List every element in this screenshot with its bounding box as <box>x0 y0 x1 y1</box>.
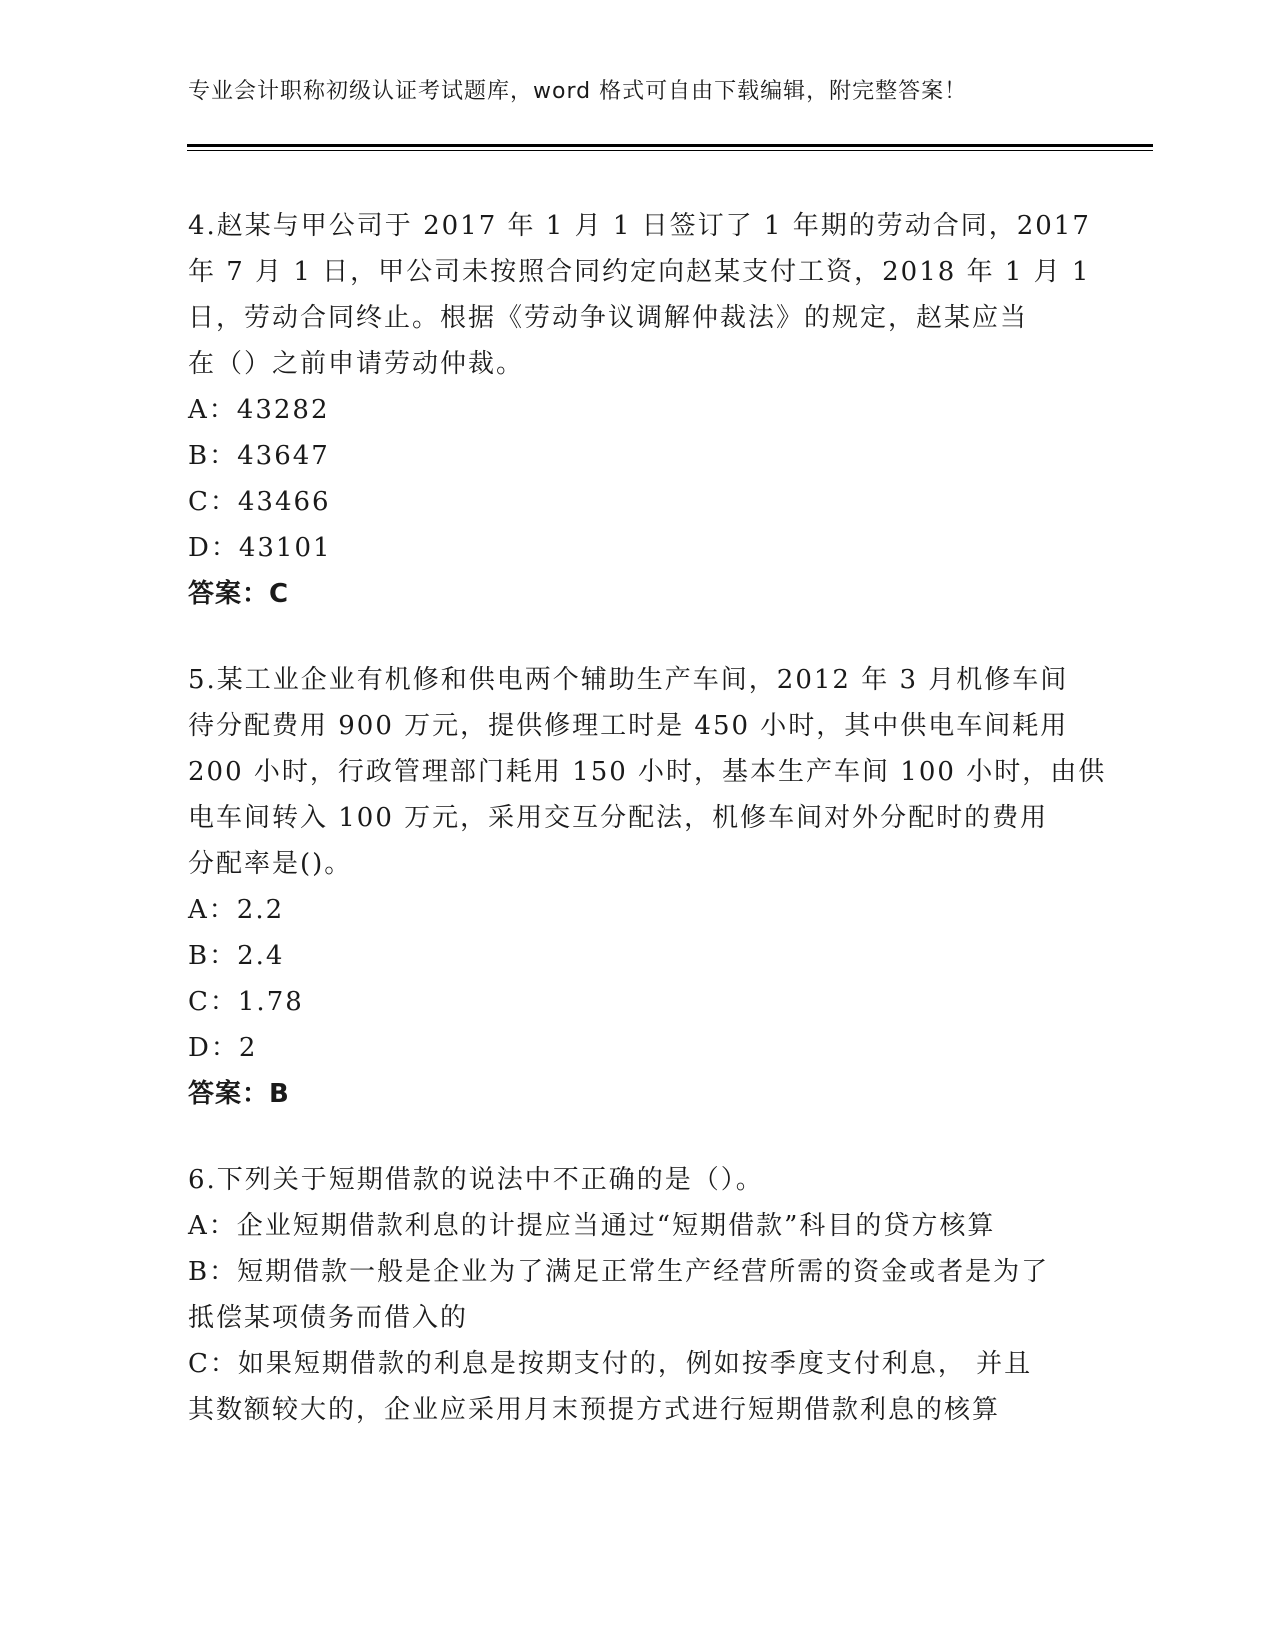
question-6-option-b: B：短期借款一般是企业为了满足正常生产经营所需的资金或者是为了 <box>188 1257 1050 1287</box>
question-5-option-a: A：2.2 <box>188 895 285 925</box>
question-5-line-2: 待分配费用 900 万元，提供修理工时是 450 小时，其中供电车间耗用 <box>188 711 1069 741</box>
question-4-option-d: D：43101 <box>188 533 332 563</box>
question-5-answer: 答案：B <box>188 1079 290 1109</box>
question-4-line-1: 4.赵某与甲公司于 2017 年 1 月 1 日签订了 1 年期的劳动合同，2017 <box>188 211 1091 241</box>
question-6-option-c: C：如果短期借款的利息是按期支付的，例如按季度支付利息， 并且 <box>188 1349 1033 1379</box>
question-5-option-d: D：2 <box>188 1033 258 1063</box>
question-5-option-c: C：1.78 <box>188 987 304 1017</box>
question-4-option-b: B：43647 <box>188 441 330 471</box>
question-5-line-5: 分配率是()。 <box>188 849 353 879</box>
question-6 <box>188 1157 1088 1433</box>
question-4-line-4: 在（）之前申请劳动仲裁。 <box>188 349 525 379</box>
question-6-line-1: 6.下列关于短期借款的说法中不正确的是（）。 <box>188 1165 764 1195</box>
question-4-answer: 答案：C <box>188 579 290 609</box>
header-rule-thin <box>187 150 1153 151</box>
question-4-option-a: A：43282 <box>188 395 330 425</box>
question-6-option-c-cont: 其数额较大的，企业应采用月末预提方式进行短期借款利息的核算 <box>188 1395 1001 1425</box>
question-5-line-4: 电车间转入 100 万元，采用交互分配法，机修车间对外分配时的费用 <box>188 803 1049 833</box>
header-rule-thick <box>187 144 1153 147</box>
question-4-option-c: C：43466 <box>188 487 331 517</box>
question-5-line-1: 5.某工业企业有机修和供电两个辅助生产车间，2012 年 3 月机修车间 <box>188 665 1069 695</box>
question-6-option-b-cont: 抵偿某项债务而借入的 <box>188 1303 469 1333</box>
question-4-line-2: 年 7 月 1 日，甲公司未按照合同约定向赵某支付工资，2018 年 1 月 1 <box>188 257 1091 287</box>
question-5-option-b: B：2.4 <box>188 941 285 971</box>
question-5-line-3: 200 小时，行政管理部门耗用 150 小时，基本生产车间 100 小时，由供 <box>188 757 1107 787</box>
question-5 <box>188 657 1107 1117</box>
question-6-option-a: A：企业短期借款利息的计提应当通过“短期借款”科目的贷方核算 <box>188 1211 996 1241</box>
question-4-line-3: 日，劳动合同终止。根据《劳动争议调解仲裁法》的规定，赵某应当 <box>188 303 1029 333</box>
page-header: 专业会计职称初级认证考试题库，word 格式可自由下载编辑，附完整答案！ <box>188 79 968 104</box>
question-4 <box>188 203 1091 617</box>
